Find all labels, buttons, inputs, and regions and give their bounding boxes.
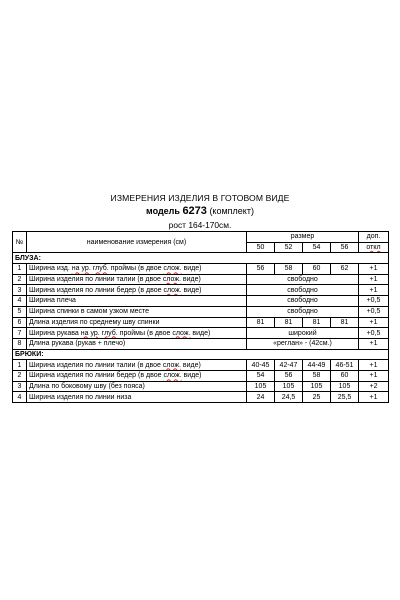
header-row-1	[13, 232, 389, 243]
model-label: модель	[146, 206, 180, 216]
name-part: на	[80, 329, 89, 337]
merged-value: свободно	[247, 306, 359, 317]
name-part: ур.	[81, 265, 91, 273]
size-value: 105	[275, 381, 303, 392]
size-value: 60	[331, 370, 359, 381]
measurement-name	[27, 264, 247, 275]
row-number: 4	[13, 296, 27, 307]
name-part: Ширина изделия по линии талии (в двое	[29, 361, 163, 369]
measurement-name	[27, 381, 247, 392]
size-value: 105	[331, 381, 359, 392]
model-note: (комплект)	[209, 206, 254, 216]
name-part: слож.	[163, 265, 182, 273]
tolerance-value: +1	[359, 392, 389, 403]
table-row	[13, 306, 389, 317]
tolerance-value: +1	[359, 360, 389, 371]
name-part: глуб.	[101, 329, 118, 337]
size-value: 56	[247, 264, 275, 275]
table-row	[13, 370, 389, 381]
row-number: 3	[13, 285, 27, 296]
name-part: слож.	[163, 372, 182, 380]
name-part: Ширина изд.	[29, 265, 72, 273]
header-number: №	[13, 232, 27, 253]
measurement-name	[27, 317, 247, 328]
size-value: 44-49	[303, 360, 331, 371]
name-part: глуб.	[92, 265, 109, 273]
size-value: 81	[247, 317, 275, 328]
name-part: виде)	[180, 361, 201, 369]
size-value: 25	[303, 392, 331, 403]
row-number: 3	[13, 381, 27, 392]
size-54: 54	[303, 242, 331, 253]
row-number: 4	[13, 392, 27, 403]
size-value: 81	[303, 317, 331, 328]
table-row	[13, 285, 389, 296]
tolerance-value: +1	[359, 370, 389, 381]
table-row	[13, 274, 389, 285]
size-56: 56	[331, 242, 359, 253]
measurement-name	[27, 338, 247, 349]
row-number: 2	[13, 274, 27, 285]
name-part: виде)	[181, 265, 202, 273]
measurement-name	[27, 328, 247, 339]
name-part: слож.	[162, 361, 181, 369]
name-part: виде)	[181, 286, 202, 294]
size-value: 24,5	[275, 392, 303, 403]
model-number: 6273	[182, 205, 207, 217]
table-row	[13, 296, 389, 307]
merged-value: свободно	[247, 274, 359, 285]
header-tolerance-1: доп.	[359, 232, 389, 243]
row-number: 7	[13, 328, 27, 339]
row-number: 2	[13, 370, 27, 381]
name-part: Ширина изделия по линии бедер (в двое	[29, 372, 164, 380]
doc-title: ИЗМЕРЕНИЯ ИЗДЕЛИЯ В ГОТОВОМ ВИДЕ	[110, 193, 290, 203]
size-value: 58	[275, 264, 303, 275]
name-part: слож.	[163, 286, 182, 294]
tolerance-value: +1	[359, 317, 389, 328]
size-value: 46-51	[331, 360, 359, 371]
size-value: 24	[247, 392, 275, 403]
measurement-name	[27, 285, 247, 296]
size-value: 40-45	[247, 360, 275, 371]
name-part: слож.	[162, 276, 181, 284]
name-part: виде)	[180, 276, 201, 284]
tolerance-value: +1	[359, 264, 389, 275]
header-size: размер	[247, 232, 359, 243]
name-part: Ширина изделия по линии талии (в двое	[29, 276, 163, 284]
name-part: виде)	[190, 329, 211, 337]
row-number: 1	[13, 264, 27, 275]
size-value: 105	[303, 381, 331, 392]
merged-value: свободно	[247, 296, 359, 307]
measurement-name	[27, 274, 247, 285]
blouse-section-row	[13, 253, 389, 264]
name-part: на	[71, 265, 80, 273]
tolerance-value: +0,5	[359, 328, 389, 339]
size-value: 56	[275, 370, 303, 381]
name-part: Длина по боковому шву (без пояса)	[29, 382, 145, 390]
name-part: проймы (в двое	[117, 329, 173, 337]
size-50: 50	[247, 242, 275, 253]
name-part: Ширина плеча	[29, 297, 76, 305]
name-part: Длина изделия по среднему шву спинки	[29, 318, 160, 326]
name-part: проймы (в двое	[108, 265, 164, 273]
merged-value: широкий	[247, 328, 359, 339]
table-row	[13, 360, 389, 371]
row-number: 5	[13, 306, 27, 317]
table-row	[13, 338, 389, 349]
merged-value: свободно	[247, 285, 359, 296]
tolerance-value: +1	[359, 274, 389, 285]
growth-range: рост 164-170см.	[168, 220, 232, 230]
measurement-name	[27, 306, 247, 317]
size-value: 25,5	[331, 392, 359, 403]
size-value: 105	[247, 381, 275, 392]
merged-value: «реглан» - (42см.)	[247, 338, 359, 349]
measurements-table	[12, 231, 389, 403]
table-row	[13, 392, 389, 403]
size-52: 52	[275, 242, 303, 253]
row-number: 8	[13, 338, 27, 349]
table-row	[13, 317, 389, 328]
name-part: виде)	[181, 372, 202, 380]
tolerance-value: +0,5	[359, 306, 389, 317]
header-tolerance-2: откл	[359, 242, 389, 253]
table-row	[13, 328, 389, 339]
size-value: 60	[303, 264, 331, 275]
measurement-name	[27, 392, 247, 403]
name-part: Ширина спинки в самом узком месте	[29, 308, 150, 316]
row-number: 1	[13, 360, 27, 371]
tolerance-value: +1	[359, 285, 389, 296]
size-value: 81	[331, 317, 359, 328]
name-part: ур.	[90, 329, 100, 337]
measurement-name	[27, 370, 247, 381]
pants-section-label: БРЮКИ:	[13, 349, 389, 360]
measurement-name	[27, 296, 247, 307]
size-value: 81	[275, 317, 303, 328]
name-part: Ширина рукава	[29, 329, 81, 337]
name-part: Ширина изделия по линии низа	[29, 393, 132, 401]
table-row	[13, 381, 389, 392]
tolerance-value: +1	[359, 338, 389, 349]
size-value: 42-47	[275, 360, 303, 371]
tolerance-value: +2	[359, 381, 389, 392]
header-name: наименование измерения (см)	[27, 232, 247, 253]
size-value: 62	[331, 264, 359, 275]
size-value: 58	[303, 370, 331, 381]
name-part: Длина рукава (рукав + плечо)	[29, 340, 126, 348]
table-row	[13, 264, 389, 275]
row-number: 6	[13, 317, 27, 328]
pants-section-row	[13, 349, 389, 360]
blouse-section-label: БЛУЗА:	[13, 253, 389, 264]
size-value: 54	[247, 370, 275, 381]
tolerance-value: +0,5	[359, 296, 389, 307]
name-part: слож.	[172, 329, 191, 337]
name-part: Ширина изделия по линии бедер (в двое	[29, 286, 164, 294]
measurement-name	[27, 360, 247, 371]
model-line	[0, 205, 400, 217]
